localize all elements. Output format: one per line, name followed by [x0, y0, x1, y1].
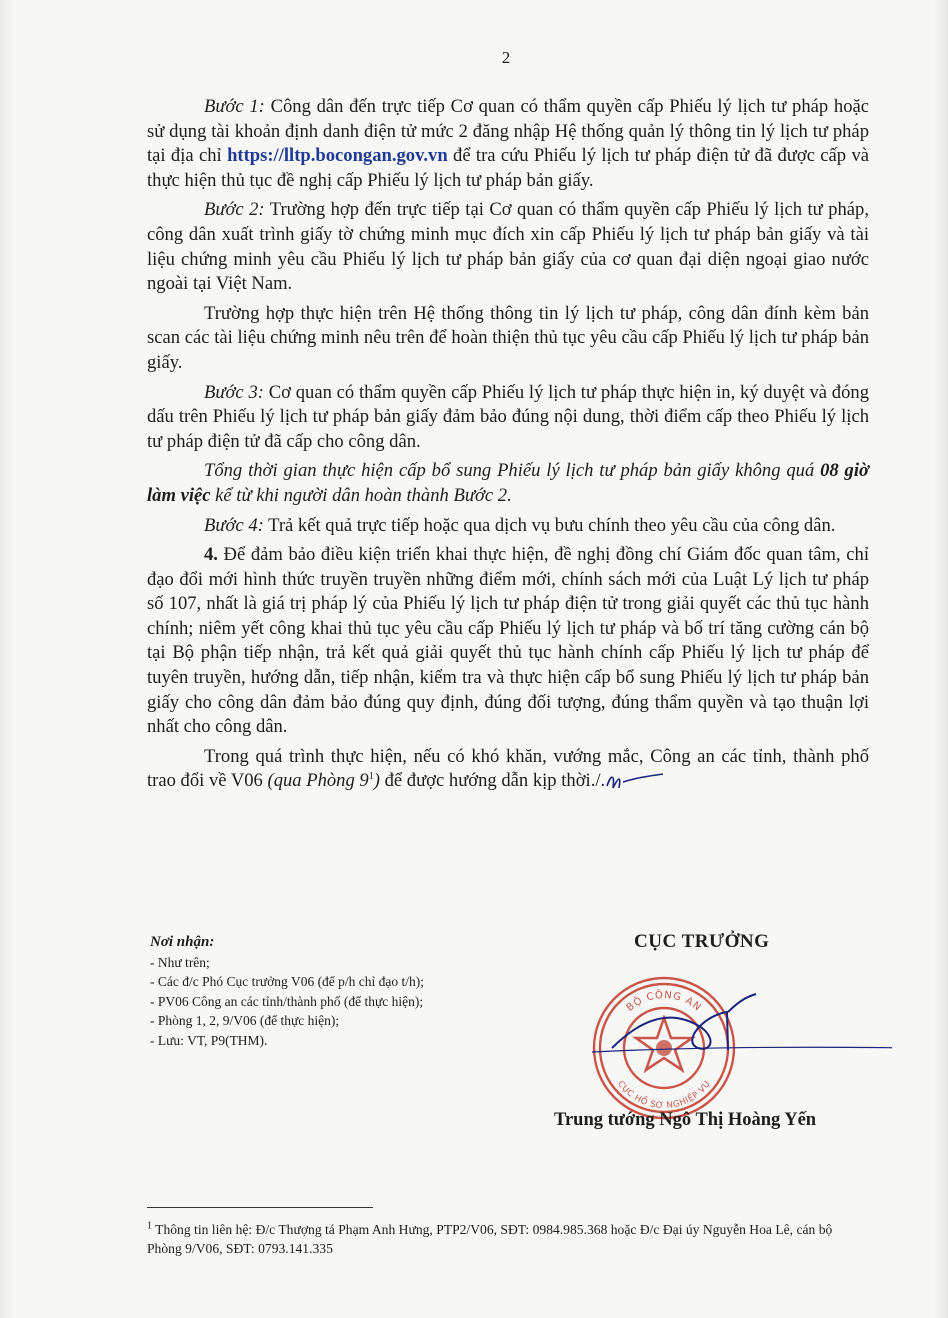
page-number: 2 [501, 48, 511, 67]
paragraph-text: Tổng thời gian thực hiện cấp bổ sung Phiếu lý lịch tư pháp bản giấy không quá [204, 460, 821, 482]
step-label: Bước 3: [204, 381, 264, 403]
paragraph-step-4 [147, 514, 869, 539]
paragraph-item-4 [147, 543, 869, 740]
paragraph-text: Trả kết quả trực tiếp hoặc qua dịch vụ bưu chính theo yêu cầu của công dân. [263, 514, 836, 536]
paragraph-step-3 [147, 381, 869, 455]
paragraph-text: Trong quá trình thực hiện, nếu có khó khăn, vướng mắc, Công an các tỉnh, thành phố trao đổi về V06 [147, 745, 869, 792]
footnote-ref: 1 [368, 771, 374, 783]
paragraph-text: Để đảm bảo điều kiện triển khai thực hiện, đề nghị đồng chí Giám đốc quan tâm, chỉ đạo đổi mới hình thức truyền truyền những điểm mới, chính sách mới của Luật Lý lịch tư pháp số 107, nhất là giá trị pháp lý của Phiếu lý lịch tư pháp điện tử trong giải quyết các thủ tục hành chính; niêm yết công khai thủ tục yêu cầu cấp Phiếu lý lịch tư pháp và bố trí tăng cường cán bộ tại Bộ phận tiếp nhận, trả kết quả giải quyết thủ tục hành chính cấp Phiếu lý lịch tư pháp để tuyên truyền, hướng dẫn, tiếp nhận, kiểm tra và thực hiện cấp bổ sung Phiếu lý lịch tư pháp bản giấy cho công dân đảm bảo đúng quy định, đúng đối tượng, đúng thẩm quyền và tạo thuận lợi nhất cho công dân. [147, 544, 869, 738]
paragraph-closing [147, 745, 869, 794]
paragraph-text: Công dân đến trực tiếp Cơ quan có thẩm quyền cấp Phiếu lý lịch tư pháp hoặc sử dụng tài khoản định danh điện tử mức 2 đăng nhập Hệ thống quản lý thông tin lý lịch tư pháp tại địa chỉ [147, 96, 869, 167]
step-label: Bước 1: [204, 96, 265, 117]
footnote-text: Thông tin liên hệ: Đ/c Thượng tá Phạm Anh Hưng, PTP2/V06, SĐT: 0984.985.368 hoặc Đ/c Đại úy Nguyễn Hoa Lê, cán bộ Phòng 9/V06, SĐT: 0793.141.335 [147, 1222, 833, 1256]
recipient-item: - PV06 Công an các tỉnh/thành phố (để thực hiện); [150, 993, 424, 1009]
recipients-title: Nơi nhận: [150, 934, 215, 950]
paragraph-text: Cơ quan có thẩm quyền cấp Phiếu lý lịch tư pháp thực hiện in, ký duyệt và đóng dấu trên Phiếu lý lịch tư pháp bản giấy đảm bảo đúng nội dung, thời điểm cấp theo Phiếu lý lịch tư pháp điện tử đã cấp cho công dân. [147, 381, 869, 452]
paragraph-step-2 [147, 198, 869, 296]
initial-mark-icon [605, 770, 665, 792]
signer-name: Trung tướng Ngô Thị Hoàng Yến [554, 1110, 817, 1130]
footnote-mark: 1 [147, 1220, 152, 1232]
paragraph-text: để tra cứu Phiếu lý lịch tư pháp điện tử đã được cấp và thực hiện thủ tục đề nghị cấp Phiếu lý lịch tư pháp bản giấy. [147, 145, 869, 191]
recipient-item: - Lưu: VT, P9(THM). [150, 1032, 268, 1048]
document-body [147, 95, 869, 799]
paragraph-online-case [147, 302, 869, 376]
paragraph-total-time [147, 459, 869, 508]
signer-title: CỤC TRƯỞNG [634, 931, 770, 952]
item-number: 4. [204, 544, 218, 566]
duration-emphasis: 08 giờ làm việc [147, 460, 869, 506]
signature-block [552, 928, 892, 1138]
recipient-item: - Các đ/c Phó Cục trưởng V06 (để p/h chỉ đạo t/h); [150, 974, 425, 990]
paragraph-text: để được hướng dẫn kịp thời./. [379, 770, 606, 792]
contact-ref-close: ) [373, 770, 380, 792]
svg-text:CỤC HỒ SƠ NGHIỆP VỤ: CỤC HỒ SƠ NGHIỆP VỤ [615, 1079, 713, 1112]
step-label: Bước 4: [204, 514, 264, 536]
paragraph-text: Trường hợp đến trực tiếp tại Cơ quan có thẩm quyền cấp Phiếu lý lịch tư pháp, công dân xuất trình giấy tờ chứng minh mục đích xin cấp Phiếu lý lịch tư pháp bản giấy và tài liệu chứng minh yêu cầu Phiếu lý lịch tư pháp bản giấy của cơ quan đại diện ngoại giao nước ngoài tại Việt Nam. [147, 199, 869, 295]
contact-ref: (qua Phòng 9 [267, 770, 369, 792]
recipient-item: - Như trên; [150, 954, 210, 970]
footnote-divider [147, 1207, 373, 1208]
handwritten-signature-icon [552, 988, 892, 1078]
paragraph-text: kể từ khi người dân hoàn thành Bước 2. [210, 484, 512, 506]
svg-text:BỘ CÔNG AN: BỘ CÔNG AN [624, 989, 704, 1014]
recipient-item: - Phòng 1, 2, 9/V06 (để thực hiện); [150, 1013, 340, 1029]
recipients-block [150, 933, 550, 1051]
paragraph-step-1 [147, 95, 869, 193]
lltp-link[interactable]: https://lltp.bocongan.gov.vn [227, 145, 448, 167]
paragraph-text: Trường hợp thực hiện trên Hệ thống thông tin lý lịch tư pháp, công dân đính kèm bản scan các tài liệu chứng minh nêu trên để hoàn thiện thủ tục yêu cầu cấp Phiếu lý lịch tư pháp bản giấy. [147, 302, 869, 373]
step-label: Bước 2: [204, 199, 265, 221]
footnote [147, 1221, 869, 1258]
